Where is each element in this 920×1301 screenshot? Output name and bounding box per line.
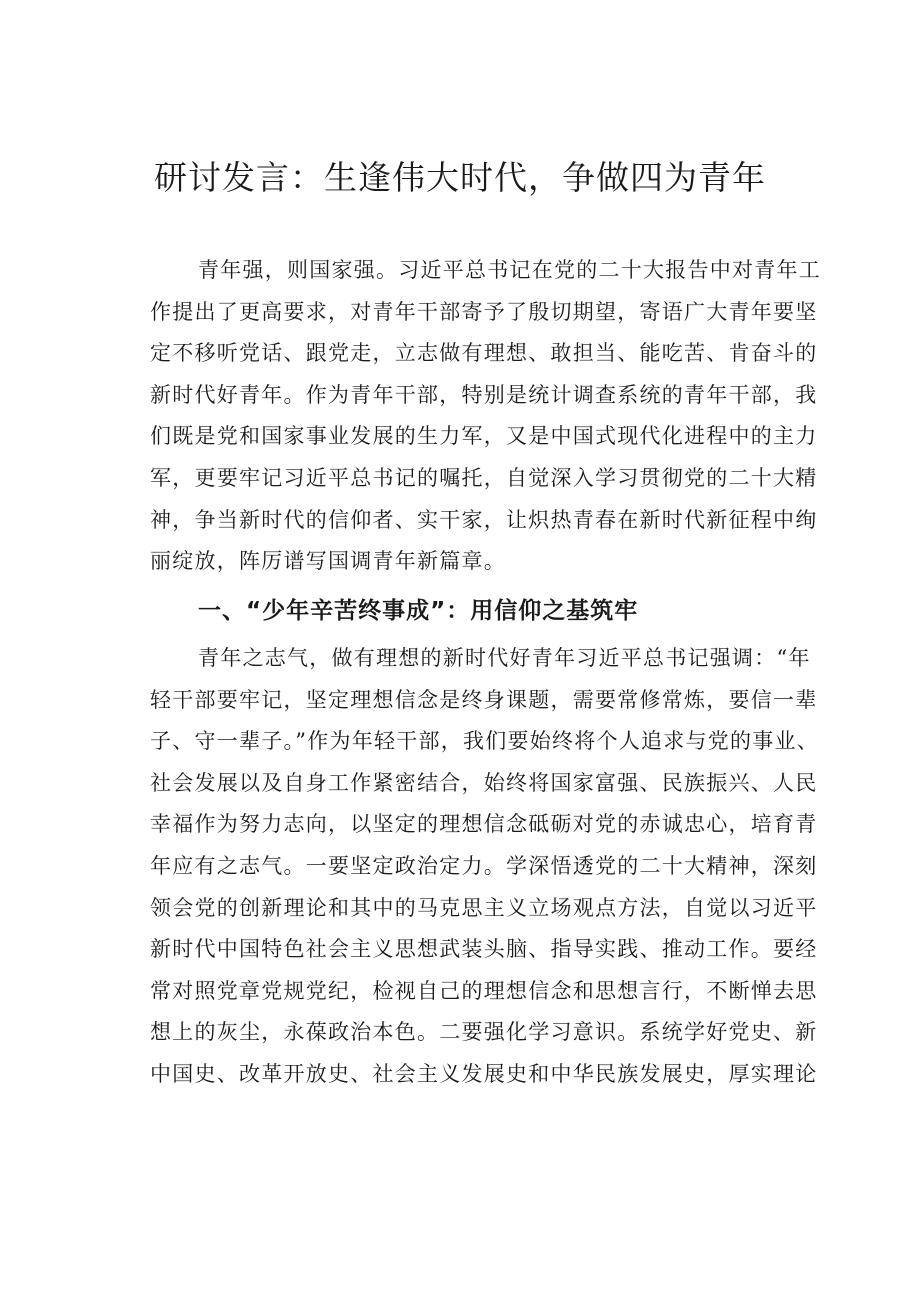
paragraph-line: 轻干部要牢记，坚定理想信念是终身课题，需要常修常炼，要信一辈 [150,687,818,712]
paragraph-line: 常对照党章党规党纪，检视自己的理想信念和思想言行，不断惮去思 [150,978,818,1003]
paragraph-line: 作提出了更高要求，对青年干部寄予了殷切期望，寄语广大青年要坚 [150,299,818,324]
paragraph-line: 新时代中国特色社会主义思想武装头脑、指导实践、推动工作。要经 [150,937,818,962]
paragraph-line: 领会党的创新理论和其中的马克思主义立场观点方法，自觉以习近平 [150,895,818,920]
paragraph-line: 神，争当新时代的信仰者、实干家，让炽热青春在新时代新征程中绚 [150,507,818,532]
paragraph-line: 定不移听党话、跟党走，立志做有理想、敢担当、能吃苦、肯奋斗的 [150,341,818,366]
paragraph-line: 新时代好青年。作为青年干部，特别是统计调查系统的青年干部，我 [150,382,818,407]
paragraph-line: 青年之志气，做有理想的新时代好青年习近平总书记强调：“年 [198,646,811,670]
paragraph-line: 社会发展以及自身工作紧密结合，始终将国家富强、民族振兴、人民 [150,770,818,795]
paragraph-line: 幸福作为努力志向，以坚定的理想信念砥砺对党的赤诚忠心，培育青 [150,812,818,837]
intro-paragraph [150,250,821,583]
paragraph-line: 子、守一辈子。”作为年轻干部，我们要始终将个人追求与党的事业、 [150,729,819,754]
section-heading: 一、“少年辛苦终事成”：用信仰之基筑牢 [198,598,639,624]
paragraph-line: 军，更要牢记习近平总书记的嘱托，自觉深入学习贯彻党的二十大精 [150,465,818,490]
section-paragraph [150,638,819,1096]
paragraph-line: 丽绽放，阵厉谱写国调青年新篇章。 [150,549,506,574]
document-title: 研讨发言：生逢伟大时代，争做四为青年 [154,158,766,197]
paragraph-line: 想上的灰尘，永葆政治本色。二要强化学习意识。系统学好党史、新 [150,1020,818,1045]
paragraph-line: 们既是党和国家事业发展的生力军，又是中国式现代化进程中的主力 [150,424,818,449]
paragraph-line: 年应有之志气。一要坚定政治定力。学深悟透党的二十大精神，深刻 [150,853,818,878]
paragraph-line: 中国史、改革开放史、社会主义发展史和中华民族发展史，厚实理论 [150,1061,818,1086]
paragraph-line: 青年强，则国家强。习近平总书记在党的二十大报告中对青年工 [198,258,821,282]
